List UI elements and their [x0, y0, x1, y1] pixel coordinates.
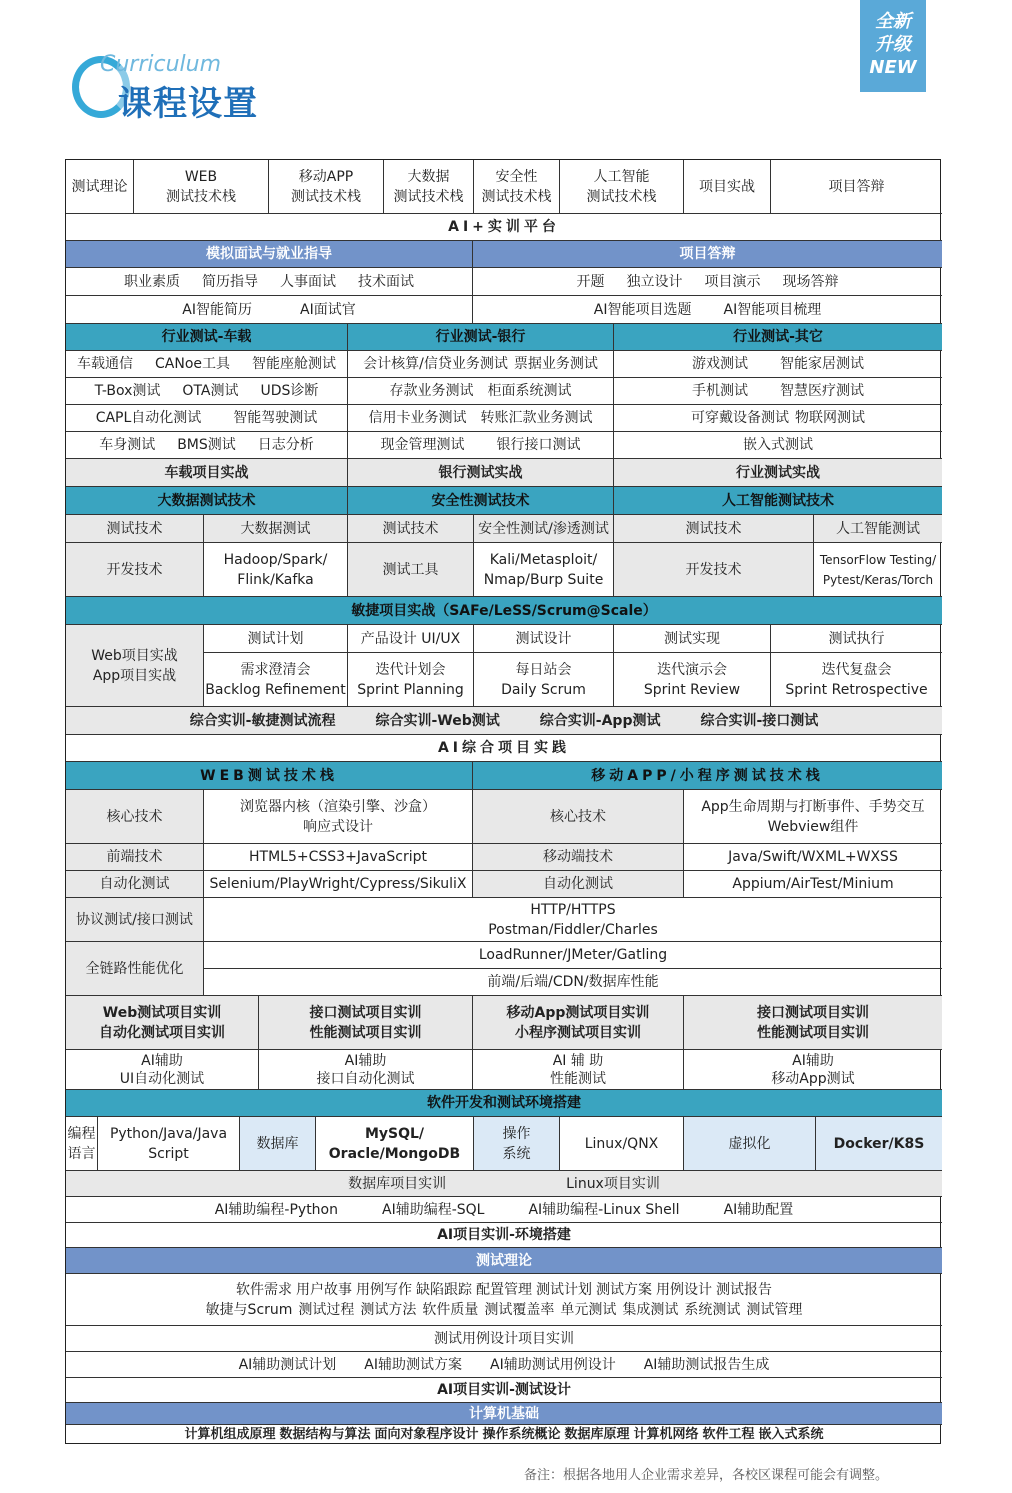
cell-text: 接口测试项目实训	[309, 1004, 422, 1021]
tech-cell	[474, 543, 614, 597]
stack-label: 前端技术	[66, 844, 204, 871]
item: 车身测试	[99, 437, 156, 453]
stack-value: Java/Swift/WXML+WXSS	[684, 844, 942, 871]
theory-project: 测试用例设计项目实训	[66, 1326, 942, 1352]
theory-line	[203, 1300, 806, 1320]
item: AI智能项目选题	[593, 301, 692, 318]
cell-text: Kali/Metasploit/	[489, 551, 598, 568]
cell-text: 语言	[67, 1145, 96, 1162]
env-cell	[66, 1117, 98, 1171]
env-projects	[66, 1171, 942, 1197]
item: 软件工程	[702, 1426, 755, 1442]
item: 数据库原理	[564, 1426, 630, 1442]
industry-cell	[348, 378, 614, 405]
env-cell	[316, 1117, 474, 1171]
item: 游戏测试	[692, 356, 748, 372]
cell-text: 项目实战	[699, 178, 755, 195]
theory-final: AI项目实训-测试设计	[66, 1378, 942, 1403]
item: 集成测试	[622, 1301, 679, 1318]
mobile-stack-header: 移动APP/小程序测试技术栈	[473, 762, 942, 790]
item: 计算机组成原理	[184, 1426, 276, 1442]
item: 票据业务测试	[513, 356, 598, 372]
item: 测试计划	[536, 1281, 592, 1298]
item: 测试报告	[716, 1281, 772, 1298]
item: 职业素质	[124, 273, 180, 290]
cell-text: MySQL/	[364, 1125, 425, 1142]
defense-items	[473, 268, 942, 296]
item: 面向对象程序设计	[374, 1426, 479, 1442]
stack-project	[473, 996, 684, 1050]
tech-cell: 测试技术	[66, 515, 204, 543]
agile-ceremony	[771, 653, 942, 707]
theory-header: 测试理论	[66, 1248, 942, 1274]
interview-items	[66, 268, 473, 296]
item: AI辅助编程-SQL	[382, 1201, 485, 1218]
item: AI辅助测试用例设计	[490, 1356, 616, 1373]
ai-test-header: 人工智能测试技术	[614, 487, 942, 515]
cell-text: Python/Java/Java	[109, 1125, 228, 1142]
perf-value: LoadRunner/JMeter/Gatling	[204, 942, 942, 969]
item: 测试方法	[360, 1301, 417, 1318]
cell-text: 迭代计划会	[375, 661, 446, 678]
foundation-items	[66, 1425, 942, 1444]
stack-project	[684, 996, 942, 1050]
cell-text: Pytest/Keras/Torch	[822, 572, 934, 587]
cell-text: AI辅助	[792, 1052, 834, 1069]
industry-cell	[66, 405, 348, 432]
cell-text: AI辅助	[344, 1052, 387, 1069]
tech-cell	[66, 543, 204, 597]
stack-value: Appium/AirTest/Minium	[684, 871, 942, 898]
agile-ceremony	[204, 653, 348, 707]
agile-step: 测试执行	[771, 625, 942, 653]
cell-text: UI自动化测试	[119, 1070, 205, 1087]
cell-text: Linux/QNX	[584, 1135, 659, 1152]
cell-text: 迭代演示会	[657, 661, 727, 678]
cell-text: AI辅助	[141, 1052, 183, 1069]
env-final: AI项目实训-环境搭建	[66, 1223, 942, 1248]
cell-text: 接口自动化测试	[316, 1070, 415, 1087]
bigdata-header: 大数据测试技术	[66, 487, 348, 515]
cell-text: Oracle/MongoDB	[328, 1145, 461, 1162]
item: 数据库项目实训	[348, 1175, 447, 1192]
cell-text: TensorFlow Testing/	[819, 552, 937, 567]
agile-step: 测试实现	[614, 625, 771, 653]
item: 独立设计	[626, 273, 683, 290]
item: 银行接口测试	[496, 437, 581, 453]
cell-text: 测试理论	[71, 178, 128, 195]
stack-label: 自动化测试	[66, 871, 204, 898]
cell-text: 响应式设计	[303, 818, 373, 835]
theory-topics	[66, 1274, 942, 1326]
page-title: 课程设置	[118, 84, 258, 124]
cell-text: 迭代复盘会	[821, 661, 892, 678]
agile-step: 测试计划	[204, 625, 348, 653]
item: 计算机网络	[633, 1426, 699, 1442]
perf-label: 全链路性能优化	[66, 942, 204, 996]
env-cell	[240, 1117, 316, 1171]
interview-header: 模拟面试与就业指导	[66, 241, 473, 268]
ai-assist	[66, 1050, 259, 1090]
cell-text: Sprint Planning	[357, 681, 464, 698]
item: 综合实训-App测试	[539, 712, 661, 729]
item: 综合实训-接口测试	[700, 712, 819, 729]
item: 缺陷跟踪	[416, 1281, 472, 1298]
stack-value: HTML5+CSS3+JavaScript	[204, 844, 473, 871]
item: 手机测试	[692, 383, 748, 399]
new-badge	[860, 0, 926, 92]
agile-header: 敏捷项目实战（SAFe/LeSS/Scrum@Scale）	[66, 597, 942, 625]
item: 综合实训-Web测试	[375, 712, 500, 729]
ai-platform-row: AI+实训平台	[66, 214, 942, 241]
cell-text: 人工智能	[593, 168, 650, 185]
cell-text: AI 辅 助	[552, 1052, 604, 1069]
cell-text: App生命周期与打断事件、手势交互	[701, 798, 925, 815]
cell-text: Docker/K8S	[833, 1135, 925, 1152]
web-stack-header: WEB测试技术栈	[66, 762, 473, 790]
item: 现金管理测试	[380, 437, 465, 453]
item: 开题	[576, 273, 605, 290]
item: AI辅助配置	[723, 1201, 794, 1218]
ai-project-row: AI综合项目实践	[66, 735, 942, 762]
stack-value: Selenium/PlayWright/Cypress/SikuliX	[204, 871, 473, 898]
cell-text: HTTP/HTTPS	[530, 901, 616, 918]
industry-project: 行业测试实战	[614, 459, 942, 487]
curriculum-table	[65, 159, 941, 1444]
agile-projects	[66, 707, 942, 735]
ai-assist	[259, 1050, 473, 1090]
tech-cell	[814, 543, 942, 597]
item: 用例设计	[656, 1281, 712, 1298]
item: AI智能项目梳理	[723, 301, 822, 318]
cell-text: 虚拟化	[728, 1135, 771, 1152]
tech-cell	[204, 543, 348, 597]
item: 人事面试	[280, 273, 336, 290]
cell-text: 测试技术栈	[586, 188, 657, 205]
agile-ceremony	[614, 653, 771, 707]
item: UDS诊断	[260, 383, 319, 399]
cell-text: 项目答辩	[828, 178, 885, 195]
cell-text: 浏览器内核（渲染引擎、沙盒）	[240, 798, 436, 815]
item: 综合实训-敏捷测试流程	[189, 712, 336, 729]
protocol-label: 协议测试/接口测试	[66, 898, 204, 942]
stack-label	[66, 790, 204, 844]
agile-ceremony	[474, 653, 614, 707]
tech-cell: 安全性测试/渗透测试	[474, 515, 614, 543]
foundation-header: 计算机基础	[66, 1403, 942, 1425]
item: 操作系统概论	[482, 1426, 561, 1442]
cell-text: 性能测试	[550, 1070, 606, 1087]
cell-text: 接口测试项目实训	[757, 1004, 869, 1021]
item: 车载通信	[77, 356, 133, 372]
env-cell	[560, 1117, 684, 1171]
ai-assist	[473, 1050, 684, 1090]
industry-cell	[614, 432, 942, 459]
item: 日志分析	[257, 437, 314, 453]
agile-step: 产品设计 UI/UX	[348, 625, 474, 653]
top-cell	[66, 160, 134, 214]
cell-text: WEB	[184, 168, 218, 185]
cell-text: 移动App测试项目实训	[506, 1004, 650, 1021]
badge-line: NEW	[869, 57, 917, 78]
env-ai	[66, 1197, 942, 1223]
cell-text: 开发技术	[685, 561, 742, 578]
cell-text: 操作	[502, 1125, 531, 1142]
env-cell	[684, 1117, 816, 1171]
item: 智能座舱测试	[252, 356, 337, 372]
cell-text: 每日站会	[515, 661, 572, 678]
industry-bank-header: 行业测试-银行	[348, 324, 614, 351]
industry-cell	[348, 432, 614, 459]
cell-text: App项目实战	[92, 667, 177, 684]
item: AI辅助测试方案	[364, 1356, 462, 1373]
industry-project: 车载项目实战	[66, 459, 348, 487]
top-cell	[269, 160, 384, 214]
ai-assist	[684, 1050, 942, 1090]
cell-text: 开发技术	[106, 561, 163, 578]
cell-text: 性能测试项目实训	[309, 1024, 422, 1041]
item: AI智能简历	[182, 301, 252, 318]
top-cell	[384, 160, 474, 214]
env-cell	[816, 1117, 942, 1171]
cell-text: 核心技术	[550, 808, 606, 825]
item: AI面试官	[300, 301, 356, 318]
item: 存款业务测试	[389, 383, 474, 399]
item: 物联网测试	[795, 410, 865, 426]
cell-text: 测试技术栈	[393, 188, 464, 205]
item: T-Box测试	[94, 383, 161, 399]
cell-text: 大数据	[407, 168, 450, 185]
item: 单元测试	[560, 1301, 617, 1318]
item: 转账汇款业务测试	[480, 410, 593, 426]
item: 智能家居测试	[780, 356, 864, 372]
item: 软件质量	[422, 1301, 479, 1318]
stack-label: 自动化测试	[473, 871, 684, 898]
item: BMS测试	[177, 437, 236, 453]
industry-project: 银行测试实战	[348, 459, 614, 487]
cell-text: 测试技术栈	[166, 188, 236, 205]
cell-text: 移动APP	[298, 168, 354, 185]
cell-text: 安全性	[495, 168, 538, 185]
top-cell	[134, 160, 269, 214]
item: 会计核算/信贷业务测试	[363, 356, 508, 372]
cell-text: 测试技术栈	[481, 188, 552, 205]
cell-text: Web测试项目实训	[102, 1004, 222, 1021]
industry-cell	[66, 378, 348, 405]
cell-text: Webview组件	[767, 818, 859, 835]
cell-text: 小程序测试项目实训	[515, 1024, 641, 1041]
industry-cell	[614, 351, 942, 378]
industry-other-header: 行业测试-其它	[614, 324, 942, 351]
stack-value	[684, 790, 942, 844]
tech-cell: 测试技术	[614, 515, 814, 543]
cell-text: Daily Scrum	[501, 681, 586, 698]
title-en: Curriculum	[100, 52, 222, 77]
cell-text: 自动化测试项目实训	[99, 1024, 225, 1041]
item: 测试覆盖率	[484, 1301, 555, 1318]
industry-cell	[66, 351, 348, 378]
item: Linux项目实训	[566, 1175, 660, 1192]
item: 信用卡业务测试	[368, 410, 467, 426]
item: 简历指导	[202, 273, 258, 290]
cell-text: Flink/Kafka	[237, 571, 314, 588]
item: AI辅助测试计划	[238, 1356, 337, 1373]
industry-cell	[348, 405, 614, 432]
stack-label: 移动端技术	[473, 844, 684, 871]
agile-ceremony	[348, 653, 474, 707]
theory-line	[234, 1280, 774, 1300]
item: 系统测试	[684, 1301, 741, 1318]
item: 技术面试	[358, 273, 414, 290]
env-cell	[98, 1117, 240, 1171]
item: 配置管理	[476, 1281, 532, 1298]
top-cell	[560, 160, 684, 214]
item: 软件需求	[236, 1281, 292, 1298]
perf-value: 前端/后端/CDN/数据库性能	[204, 969, 942, 996]
tech-cell	[348, 543, 474, 597]
tech-cell: 测试技术	[348, 515, 474, 543]
stack-project	[259, 996, 473, 1050]
badge-line: 升级	[875, 34, 911, 55]
stack-label	[473, 790, 684, 844]
tech-cell: 人工智能测试	[814, 515, 942, 543]
interview-ai-items	[66, 296, 473, 324]
industry-cell	[348, 351, 614, 378]
badge-line: 全新	[875, 11, 911, 32]
agile-step: 测试设计	[474, 625, 614, 653]
item: 用例写作	[356, 1281, 412, 1298]
item: 项目演示	[704, 273, 761, 290]
cell-text: 测试技术栈	[291, 188, 361, 205]
top-cell	[771, 160, 942, 214]
item: 数据结构与算法	[279, 1426, 371, 1442]
cell-text: 系统	[502, 1145, 531, 1162]
item: 用户故事	[296, 1281, 352, 1298]
industry-cell	[66, 432, 348, 459]
item: 嵌入式测试	[743, 437, 813, 453]
industry-cell	[614, 405, 942, 432]
tech-cell	[614, 543, 814, 597]
item: CAPL自动化测试	[95, 410, 202, 426]
item: CANoe工具	[155, 356, 231, 372]
item: AI辅助测试报告生成	[643, 1356, 770, 1373]
cell-text: Script	[148, 1145, 189, 1162]
top-cell	[684, 160, 771, 214]
item: 智慧医疗测试	[780, 383, 864, 399]
item: 柜面系统测试	[487, 383, 572, 399]
protocol-value	[204, 898, 942, 942]
stack-value	[204, 790, 473, 844]
top-cell	[474, 160, 560, 214]
agile-left	[66, 625, 204, 707]
cell-text: 编程	[67, 1125, 96, 1142]
item: OTA测试	[182, 383, 239, 399]
item: 敏捷与Scrum	[205, 1301, 293, 1318]
env-header: 软件开发和测试环境搭建	[66, 1090, 942, 1117]
cell-text: Backlog Refinement	[205, 681, 346, 698]
item: 测试管理	[746, 1301, 803, 1318]
item: AI辅助编程-Python	[214, 1201, 338, 1218]
cell-text: Web项目实战	[91, 647, 178, 664]
theory-ai	[66, 1352, 942, 1378]
item: 嵌入式系统	[758, 1426, 824, 1442]
cell-text: 数据库	[256, 1135, 299, 1152]
item: 测试过程	[298, 1301, 355, 1318]
industry-cell	[614, 378, 942, 405]
cell-text: Postman/Fiddler/Charles	[488, 921, 658, 938]
cell-text: 移动App测试	[771, 1070, 855, 1087]
security-header: 安全性测试技术	[348, 487, 614, 515]
item: 测试方案	[596, 1281, 652, 1298]
cell-text: Sprint Review	[643, 681, 741, 698]
cell-text: 需求澄清会	[240, 661, 311, 678]
cell-text: Hadoop/Spark/	[223, 551, 328, 568]
cell-text: Nmap/Burp Suite	[483, 571, 604, 588]
item: 现场答辩	[782, 273, 839, 290]
industry-auto-header: 行业测试-车载	[66, 324, 348, 351]
cell-text: Sprint Retrospective	[785, 681, 928, 698]
item: 可穿戴设备测试	[691, 410, 789, 426]
defense-ai-items	[473, 296, 942, 324]
cell-text: 核心技术	[106, 808, 163, 825]
defense-header: 项目答辩	[473, 241, 942, 268]
item: AI辅助编程-Linux Shell	[528, 1201, 680, 1218]
item: 智能驾驶测试	[233, 410, 318, 426]
cell-text: 性能测试项目实训	[757, 1024, 869, 1041]
tech-cell: 大数据测试	[204, 515, 348, 543]
env-cell	[474, 1117, 560, 1171]
stack-project	[66, 996, 259, 1050]
footnote: 备注：根据各地用人企业需求差异，各校区课程可能会有调整。	[524, 1468, 889, 1483]
cell-text: 测试工具	[382, 561, 439, 578]
